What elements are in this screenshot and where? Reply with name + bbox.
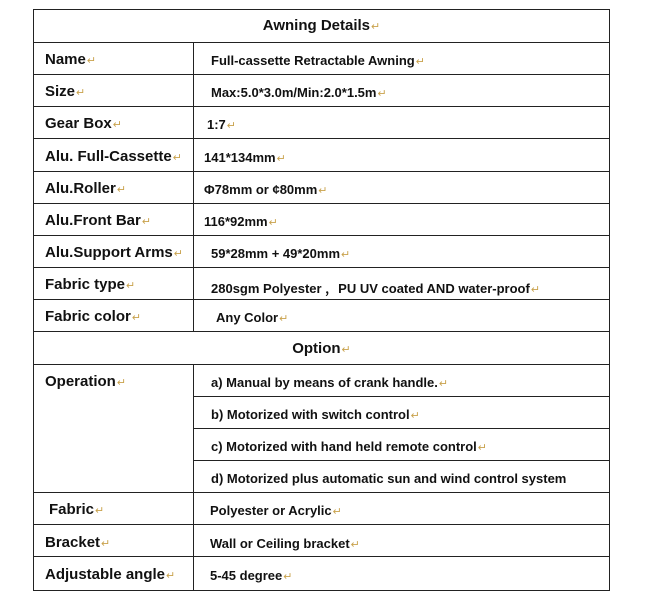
operation-option-d: d) Motorized plus automatic sun and wind control system [211,471,567,486]
awning-details-table [33,9,610,591]
label-alu-roller: Alu.Roller↵ [45,180,127,197]
label-fabric: Fabric↵ [49,501,105,518]
label-alu-front-bar: Alu.Front Bar↵ [45,212,152,229]
value-fabric-type: 280sgm Polyester ，PU UV coated AND water-proof↵ [211,281,541,296]
operation-option-a: a) Manual by means of crank handle.↵ [211,375,449,390]
label-fabric-type: Fabric type↵ [45,276,136,293]
value-alu-front-bar: 116*92mm↵ [204,214,278,229]
label-fabric-color: Fabric color↵ [45,308,142,325]
label-alu-full-cassette: Alu. Full-Cassette↵ [45,148,182,165]
label-alu-support-arms: Alu.Support Arms↵ [45,244,183,261]
value-fabric-color: Any Color↵ [216,310,289,325]
table-title: Awning Details↵ [262,17,381,34]
value-bracket: Wall or Ceiling bracket↵ [210,536,360,551]
value-name: Full-cassette Retractable Awning↵ [211,53,425,68]
label-name: Name↵ [45,51,97,68]
operation-option-c: c) Motorized with hand held remote control↵ [211,439,488,454]
value-size: Max:5.0*3.0m/Min:2.0*1.5m↵ [211,85,387,100]
value-alu-roller: Φ78mm or ¢80mm↵ [204,182,328,197]
label-operation: Operation↵ [45,373,127,390]
operation-option-b: b) Motorized with switch control↵ [211,407,420,422]
option-title: Option↵ [292,340,351,357]
label-size: Size↵ [45,83,86,100]
label-gear-box: Gear Box↵ [45,115,122,132]
label-adjustable-angle: Adjustable angle↵ [45,566,176,583]
value-alu-full-cassette: 141*134mm↵ [204,150,286,165]
value-fabric: Polyester or Acrylic↵ [210,503,342,518]
value-gear-box: 1:7↵ [207,117,237,132]
value-adjustable-angle: 5-45 degree↵ [210,568,293,583]
label-bracket: Bracket↵ [45,534,111,551]
value-alu-support-arms: 59*28mm + 49*20mm↵ [211,246,351,261]
